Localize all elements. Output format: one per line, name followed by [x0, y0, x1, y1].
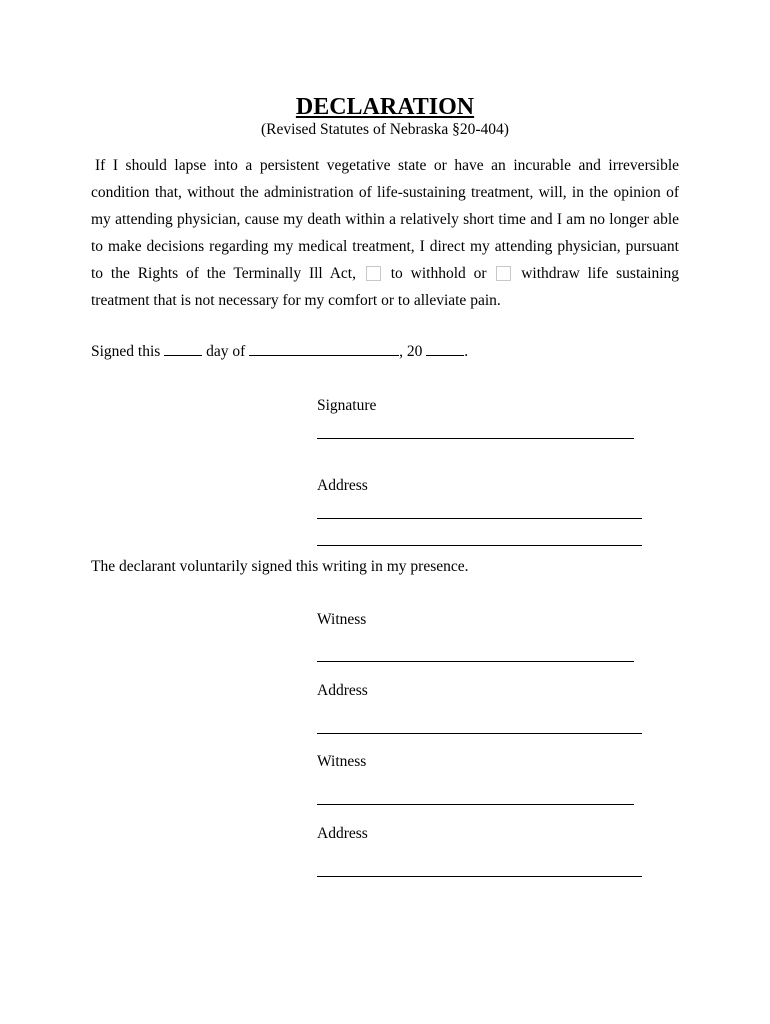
witness-address-line-1[interactable] — [317, 733, 642, 734]
month-blank[interactable] — [249, 343, 399, 356]
address-label-witness-1: Address — [317, 682, 368, 699]
day-blank[interactable] — [164, 343, 202, 356]
day-of-label: day of — [206, 343, 246, 360]
signature-line[interactable] — [317, 438, 634, 439]
signed-prefix: Signed this — [91, 343, 161, 360]
withdraw-checkbox[interactable] — [496, 266, 511, 281]
year-blank[interactable] — [426, 343, 464, 356]
document-subtitle: (Revised Statutes of Nebraska §20-404) — [261, 121, 509, 138]
address-label-witness-2: Address — [317, 825, 368, 842]
address-line-1[interactable] — [317, 518, 642, 519]
witness-line-1[interactable] — [317, 661, 634, 662]
paragraph-text-3: withdraw life sustaining treatment that is not necessary for my comfort or to alleviate pain. — [91, 265, 680, 309]
witness-address-line-2[interactable] — [317, 876, 642, 877]
paragraph-text-2: to withhold or — [390, 265, 487, 282]
witness-label-2: Witness — [317, 753, 367, 770]
signed-suffix: . — [464, 343, 469, 360]
declarant-statement: The declarant voluntarily signed this writing in my presence. — [91, 558, 469, 575]
signed-date-line — [91, 340, 468, 364]
document-title: DECLARATION — [295, 94, 475, 120]
address-label-declarant: Address — [317, 477, 368, 494]
declaration-paragraph — [91, 152, 679, 314]
address-line-2[interactable] — [317, 545, 642, 546]
signature-label: Signature — [317, 397, 377, 414]
witness-label-1: Witness — [317, 611, 367, 628]
withhold-checkbox[interactable] — [366, 266, 381, 281]
paragraph-text-1: If I should lapse into a persistent vegetative state or have an incurable and irreversible condition that, without the administration of life-sustaining treatment, will, in the opinion of my attending physician, cause my death within a relatively short time and I am no longer able to make decisions regarding my medical treatment, I direct my attending physician, pursuant to the Rights of the Terminally Ill Act, — [91, 157, 679, 282]
witness-line-2[interactable] — [317, 804, 634, 805]
year-prefix: , 20 — [399, 343, 423, 360]
